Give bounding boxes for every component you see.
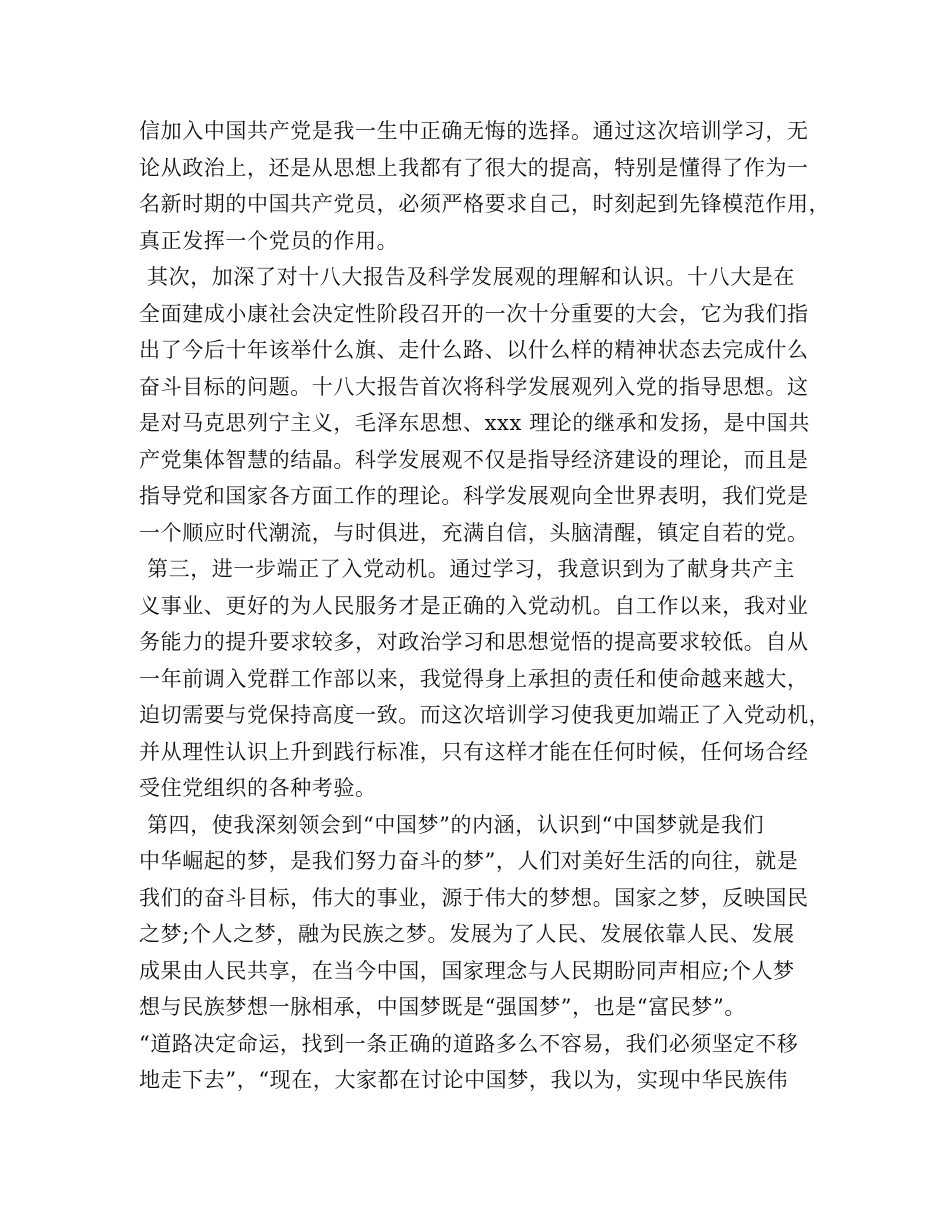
text-line: 是对马克思列宁主义，毛泽东思想、xxx 理论的继承和发扬，是中国共: [139, 411, 811, 435]
text-line: 成果由人民共享，在当今中国，国家理念与人民期盼同声相应;个人梦: [139, 958, 795, 983]
document-body: [139, 113, 829, 1099]
text-line: 论从政治上，还是从思想上我都有了很大的提高，特别是懂得了作为一: [139, 155, 809, 180]
text-line: 义事业、更好的为人民服务才是正确的入党动机。自工作以来，我对业: [139, 593, 809, 618]
text-line: 其次，加深了对十八大报告及科学发展观的理解和认识。十八大是在: [147, 265, 795, 289]
text-line: 之梦;个人之梦，融为民族之梦。发展为了人民、发展依靠人民、发展: [139, 922, 795, 946]
text-line: 奋斗目标的问题。十八大报告首次将科学发展观列入党的指导思想。这: [139, 374, 809, 399]
text-line: 第四，使我深刻领会到“中国梦”的内涵，认识到“中国梦就是我们: [147, 812, 765, 837]
text-line: 真正发挥一个党员的作用。: [139, 228, 399, 253]
text-line: 我们的奋斗目标，伟大的事业，源于伟大的梦想。国家之梦，反映国民: [139, 885, 809, 910]
text-line: 第三，进一步端正了入党动机。通过学习，我意识到为了献身共产主: [147, 557, 795, 581]
text-line: 想与民族梦想一脉相承，中国梦既是“强国梦”，也是“富民梦”。: [139, 995, 746, 1019]
text-line: 务能力的提升要求较多，对政治学习和思想觉悟的提高要求较低。自从: [139, 630, 809, 654]
text-line: 全面建成小康社会决定性阶段召开的一次十分重要的大会，它为我们指: [139, 301, 809, 326]
text-line: 一年前调入党群工作部以来，我觉得身上承担的责任和使命越来越大，: [139, 666, 809, 691]
text-line: 一个顺应时代潮流，与时俱进，充满自信，头脑清醒，镇定自若的党。: [139, 520, 809, 545]
text-line: “道路决定命运，找到一条正确的道路多么不容易，我们必须坚定不移: [139, 1031, 799, 1056]
text-line: 中华崛起的梦，是我们努力奋斗的梦”，人们对美好生活的向往，就是: [139, 849, 799, 873]
text-line: 受住党组织的各种考验。: [139, 776, 377, 800]
text-line: 产党集体智慧的结晶。科学发展观不仅是指导经济建设的理论，而且是: [139, 447, 809, 472]
text-line: 指导党和国家各方面工作的理论。科学发展观向全世界表明，我们党是: [139, 484, 809, 508]
text-line: 名新时期的中国共产党员，必须严格要求自己，时刻起到先锋模范作用，: [139, 192, 831, 216]
text-line: 地走下去”，“现在，大家都在讨论中国梦，我以为，实现中华民族伟: [139, 1068, 789, 1092]
text-line: 出了今后十年该举什么旗、走什么路、以什么样的精神状态去完成什么: [139, 338, 809, 362]
text-line: 迫切需要与党保持高度一致。而这次培训学习使我更加端正了入党动机，: [139, 703, 831, 727]
text-line: 并从理性认识上升到践行标准，只有这样才能在任何时候，任何场合经: [139, 739, 809, 764]
text-line: 信加入中国共产党是我一生中正确无悔的选择。通过这次培训学习，无: [139, 119, 809, 143]
